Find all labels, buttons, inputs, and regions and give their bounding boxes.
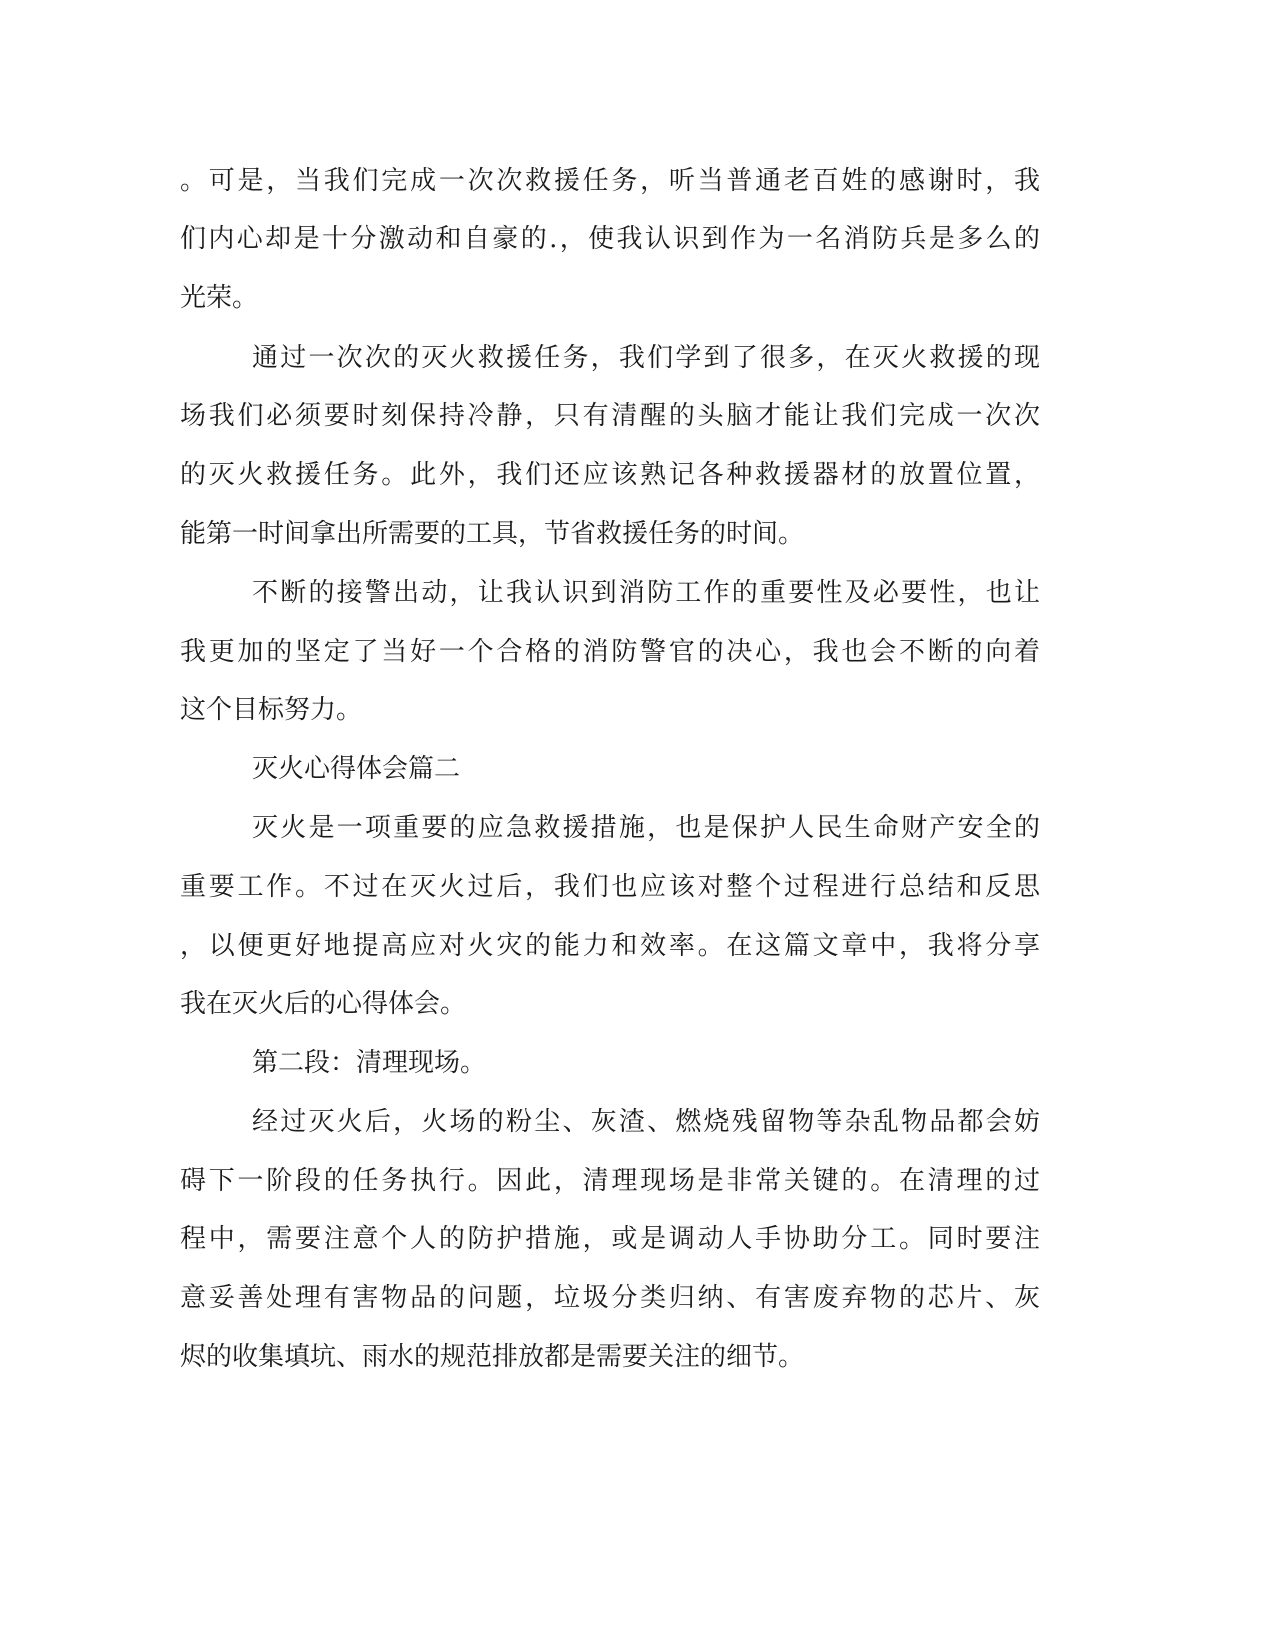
text-line: ，以便更好地提高应对火灾的能力和效率。在这篇文章中，我将分享 [180,931,1040,961]
text-line: 。可是，当我们完成一次次救援任务，听当普通老百姓的感谢时，我 [180,166,1040,196]
text-line: 的灭火救援任务。此外，我们还应该熟记各种救援器材的放置位置， [180,460,1040,490]
text-line: 光荣。 [180,283,259,313]
paragraph-start: 不断的接警出动，让我认识到消防工作的重要性及必要性，也让 [252,578,1040,608]
text-line: 我更加的坚定了当好一个合格的消防警官的决心，我也会不断的向着 [180,637,1040,667]
paragraph-start: 通过一次次的灭火救援任务，我们学到了很多，在灭火救援的现 [252,343,1040,373]
section-heading: 灭火心得体会篇二 [252,754,461,784]
text-line: 意妥善处理有害物品的问题，垃圾分类归纳、有害废弃物的芯片、灰 [180,1283,1040,1313]
paragraph-start: 经过灭火后，火场的粉尘、灰渣、燃烧残留物等杂乱物品都会妨 [252,1107,1040,1137]
text-line: 场我们必须要时刻保持冷静，只有清醒的头脑才能让我们完成一次次 [180,401,1040,431]
text-line: 我在灭火后的心得体会。 [180,989,467,1019]
text-line: 程中，需要注意个人的防护措施，或是调动人手协助分工。同时要注 [180,1224,1040,1254]
text-line: 碍下一阶段的任务执行。因此，清理现场是非常关键的。在清理的过 [180,1166,1040,1196]
text-line: 烬的收集填坑、雨水的规范排放都是需要关注的细节。 [180,1342,805,1372]
text-line: 们内心却是十分激动和自豪的.，使我认识到作为一名消防兵是多么的 [180,224,1040,254]
text-line: 能第一时间拿出所需要的工具，节省救援任务的时间。 [180,519,805,549]
text-line: 这个目标努力。 [180,695,363,725]
paragraph-start: 灭火是一项重要的应急救援措施，也是保护人民生命财产安全的 [252,813,1040,843]
section-heading: 第二段：清理现场。 [252,1048,487,1078]
text-line: 重要工作。不过在灭火过后，我们也应该对整个过程进行总结和反思 [180,872,1040,902]
